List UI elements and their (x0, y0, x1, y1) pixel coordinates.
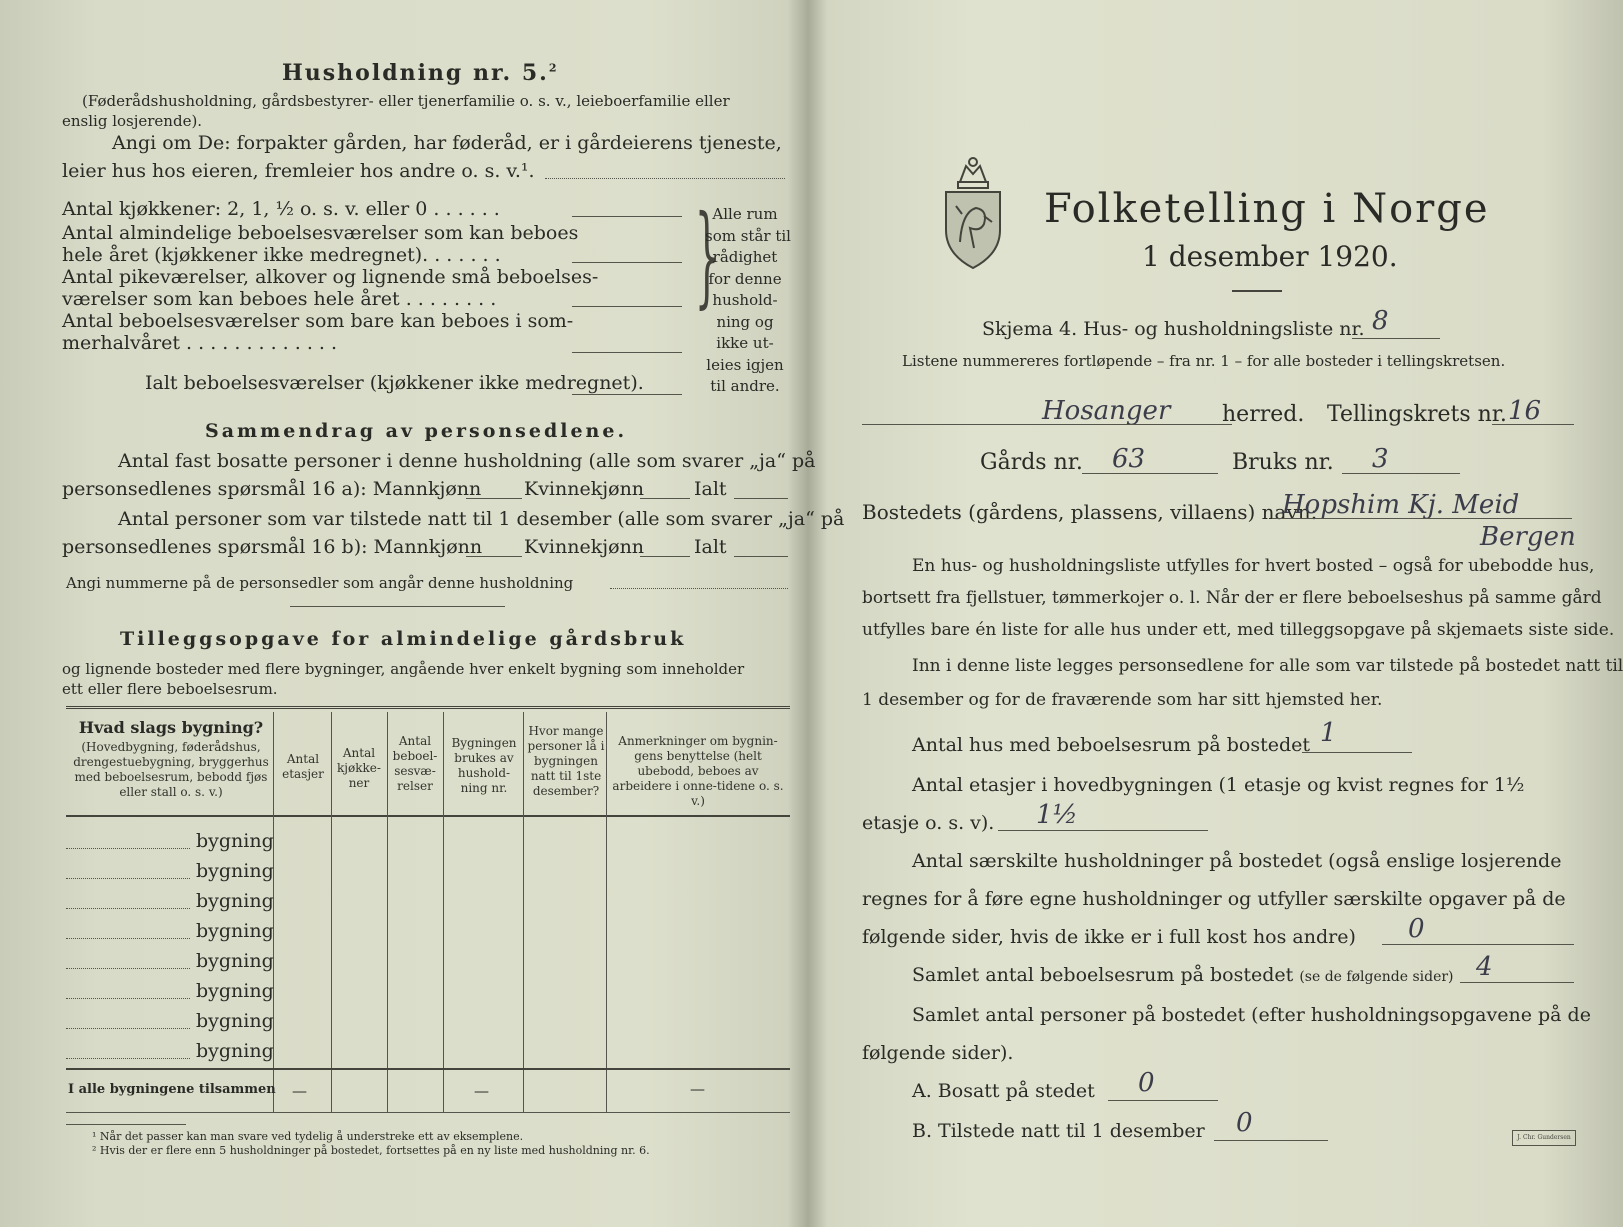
qb-label: B. Tilstede natt til 1 desember (912, 1120, 1205, 1142)
krets-value: 16 (1508, 396, 1542, 426)
printer-stamp: J. Chr. Gundersen (1512, 1130, 1576, 1146)
table-row: bygning (196, 890, 274, 912)
kvinne-label-2: Kvinnekjønn (524, 536, 645, 558)
bruks-value: 3 (1372, 444, 1389, 474)
table-row: bygning (196, 860, 274, 882)
para-5: 1 desember og for de fraværende som har sitt hjemsted her. (862, 690, 1383, 710)
para-1: En hus- og husholdningsliste utfylles for hvert bosted – også for ubebodde hus, (912, 556, 1595, 576)
summer-rooms-label-2: merhalvåret . . . . . . . . . . . . . (62, 332, 338, 354)
q3-label: Antal særskilte husholdninger på bostedet (også enslige losjerende (912, 850, 1562, 872)
total-household: — (474, 1082, 489, 1100)
herred-value: Hosanger (1042, 396, 1171, 426)
total-remarks: — (690, 1080, 705, 1098)
bruks-label: Bruks nr. (1232, 450, 1334, 475)
kitchens-label: Antal kjøkkener: 2, 1, ½ o. s. v. eller 0 . . . . . . (62, 198, 500, 220)
q1-value: 1 (1320, 718, 1337, 748)
krets-label: Tellingskrets nr. (1327, 402, 1507, 427)
table-row: bygning (196, 830, 274, 852)
bosted-label: Bostedets (gårdens, plassens, villaens) navn: (862, 500, 1318, 524)
census-title: Folketelling i Norge (1044, 186, 1490, 232)
para-3: utfylles bare én liste for alle hus under ett, med tilleggsopgave på skjemaets siste side. (862, 620, 1615, 640)
table-row: bygning (196, 1040, 274, 1062)
skjema-label: Skjema 4. Hus- og husholdningsliste nr. (982, 318, 1365, 340)
household-title: Husholdning nr. 5.$^2$ (282, 60, 559, 86)
summary-title: Sammendrag av personsedlene. (205, 420, 628, 442)
summary-2a: Antal personer som var tilstede natt til 1 desember (alle som svarer „ja“ på (118, 508, 845, 530)
table-row: bygning (196, 920, 274, 942)
summary-2b: personsedlenes spørsmål 16 b): Mannkjønn (62, 536, 483, 558)
para-4: Inn i denne liste legges personsedlene for alle som var tilstede på bostedet natt til (912, 656, 1623, 676)
building-type-header: Hvad slags bygning? (78, 718, 264, 737)
rooms-label: Antal almindelige beboelsesværelser som kan beboes (62, 222, 579, 244)
q3-label-2: regnes for å føre egne husholdninger og utfyller særskilte opgaver på de (862, 888, 1566, 910)
footnote-1: ¹ Når det passer kan man svare ved tydelig å understreke ett av eksemplene. (92, 1130, 524, 1143)
gards-value: 63 (1112, 444, 1146, 474)
household-intro: (Føderådshusholdning, gårdsbestyrer- eller tjenerfamilie o. s. v., leieboerfamilie eller (82, 92, 730, 110)
qa-value: 0 (1138, 1068, 1155, 1098)
bosted-value-2: Bergen (1480, 522, 1576, 552)
para-2: bortsett fra fjellstuer, tømmerkojer o. l. Når der er flere beboelseshus på samme gård (862, 588, 1602, 608)
total-rooms-label: Ialt beboelsesværelser (kjøkkener ikke medregnet). (145, 372, 644, 394)
kvinne-label-1: Kvinnekjønn (524, 478, 645, 500)
q3-label-3: følgende sider, hvis de ikke er i full kost hos andre) (862, 926, 1356, 948)
household-intro-2: enslig losjerende). (62, 112, 203, 130)
table-row: bygning (196, 950, 274, 972)
building-type-subheader: (Hovedbygning, føderådshus, drengestuebygning, bryggerhus med beboelsesrum, bebodd fjøs eller stall o. s. v.) (73, 740, 269, 799)
angi-line-1: Angi om De: forpakter gården, har føderåd, er i gårdeierens tjeneste, (112, 132, 782, 154)
q5-label-2: følgende sider). (862, 1042, 1014, 1064)
q2-label-2: etasje o. s. v). (862, 812, 995, 834)
norway-coat-of-arms-icon (940, 152, 1006, 272)
right-page (812, 0, 1623, 1227)
side-note: Alle rum som står til rådighet for denne hushold- ning og ikke ut- leies igjen til andre. (705, 205, 791, 395)
q5-label: Samlet antal personer på bostedet (efter husholdningsopgavene på de (912, 1004, 1591, 1026)
angi-line-2: leier hus hos eieren, fremleier hos andre o. s. v.¹. (62, 160, 535, 182)
total-buildings-label: I alle bygningene tilsammen (68, 1082, 276, 1097)
q3-value: 0 (1408, 914, 1425, 944)
ialt-label-1: Ialt (694, 478, 727, 500)
herred-label: herred. (1222, 402, 1305, 427)
bosted-value: Hopshim Kj. Meid (1282, 490, 1520, 520)
tillegg-line-1: og lignende bosteder med flere bygninger, angående hver enkelt bygning som inneholder (62, 660, 745, 678)
persons-header: Hvor mange personer lå i bygningen natt til 1ste desember? (527, 724, 605, 798)
qa-label: A. Bosatt på stedet (912, 1080, 1095, 1102)
tillegg-line-2: ett eller flere beboelsesrum. (62, 680, 278, 698)
summer-rooms-label: Antal beboelsesværelser som bare kan beboes i som- (62, 310, 574, 332)
floors-header: Antal etasjer (282, 752, 324, 781)
table-row: bygning (196, 1010, 274, 1032)
footnote-2: ² Hvis der er flere enn 5 husholdninger på bostedet, fortsettes på en ny liste med husholdning nr. 6. (92, 1144, 650, 1157)
listene-note: Listene nummereres fortløpende – fra nr. 1 – for alle bosteder i tellingskretsen. (902, 352, 1506, 370)
gards-label: Gårds nr. (980, 450, 1083, 475)
angi-nr-label: Angi nummerne på de personsedler som angår denne husholdning (66, 574, 574, 592)
tillegg-title: Tilleggsopgave for almindelige gårdsbruk (120, 628, 687, 650)
q4-label: Samlet antal beboelsesrum på bostedet (se de følgende sider) (912, 964, 1454, 986)
kitchens-header: Antal kjøkke-ner (337, 746, 381, 790)
remarks-header: Anmerkninger om bygnin-gens benyttelse (helt ubebodd, beboes av arbeidere i onne-tidene o. s. v.) (612, 734, 784, 808)
maid-rooms-label-2: værelser som kan beboes hele året . . . . . . . . (62, 288, 497, 310)
rooms-header: Antal beboel-sesvæ-relser (392, 734, 438, 793)
household-nr-header: Bygningen brukes av hushold-ning nr. (451, 736, 517, 795)
brace: } (694, 191, 720, 319)
summary-1a: Antal fast bosatte personer i denne husholdning (alle som svarer „ja“ på (118, 450, 816, 472)
total-floors: — (292, 1082, 307, 1100)
qb-value: 0 (1236, 1108, 1253, 1138)
list-number-value: 8 (1372, 306, 1389, 336)
census-date: 1 desember 1920. (1142, 240, 1398, 273)
table-row: bygning (196, 980, 274, 1002)
rooms-label-2: hele året (kjøkkener ikke medregnet). . . . . . . (62, 244, 501, 266)
ialt-label-2: Ialt (694, 536, 727, 558)
q1-label: Antal hus med beboelsesrum på bostedet (912, 734, 1311, 756)
q2-label: Antal etasjer i hovedbygningen (1 etasje og kvist regnes for 1½ (912, 774, 1525, 796)
maid-rooms-label: Antal pikeværelser, alkover og lignende små beboelses- (62, 266, 599, 288)
q4-value: 4 (1476, 952, 1493, 982)
summary-1b: personsedlenes spørsmål 16 a): Mannkjønn (62, 478, 482, 500)
q2-value: 1½ (1036, 800, 1078, 830)
